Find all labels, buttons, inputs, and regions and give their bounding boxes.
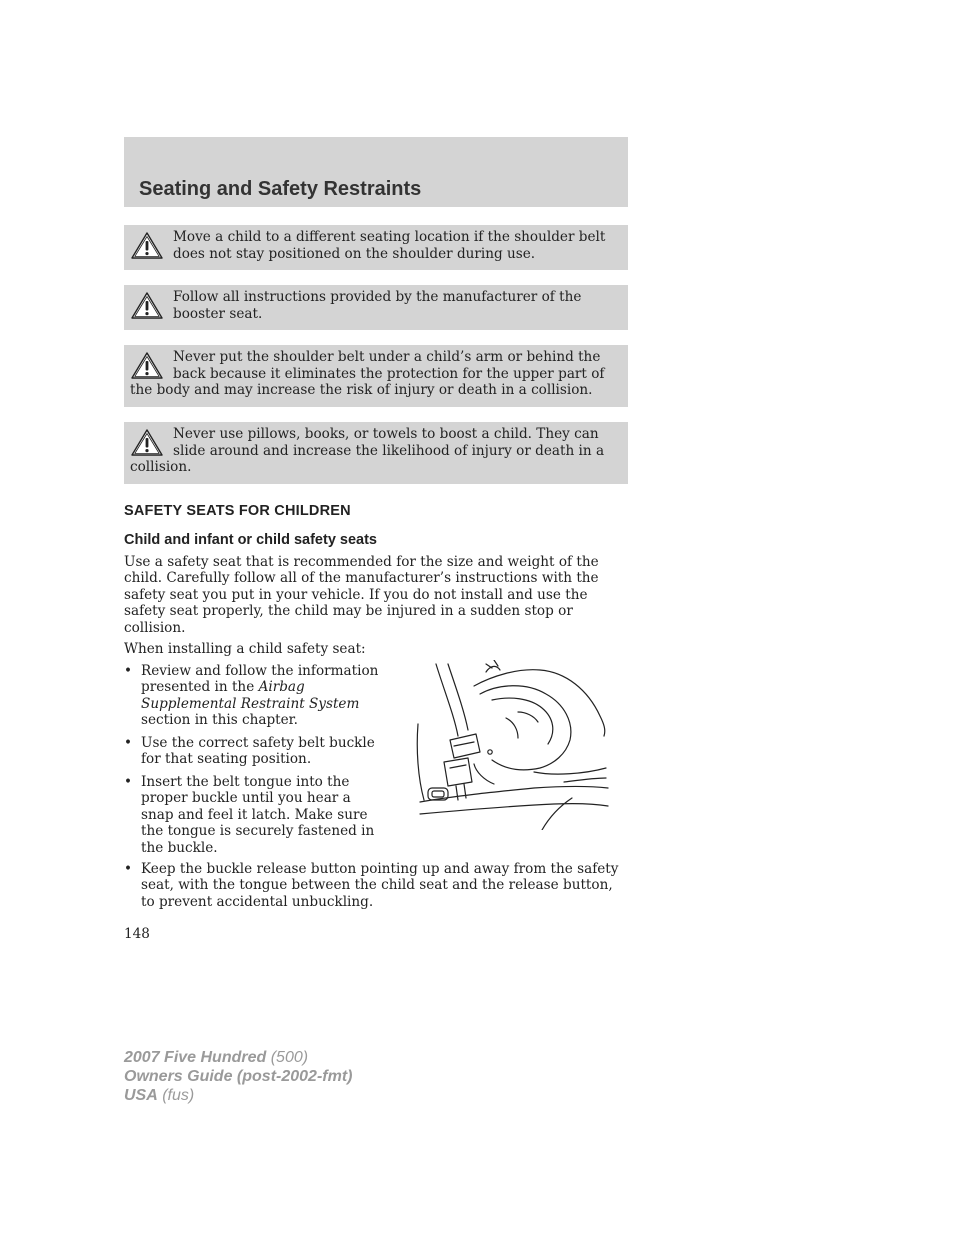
warning-text: Follow all instructions provided by the manufacturer of the booster seat. xyxy=(173,289,582,322)
cross-reference: Airbag Supplemental Restraint System xyxy=(141,679,360,712)
warning-box-booster-instructions xyxy=(124,285,628,330)
list-item-text: Insert the belt tongue into the proper buckle until you hear a snap and feel it latch. Make sure the tongue is securely fastened in the buckle. xyxy=(141,774,375,856)
body-paragraph: Use a safety seat that is recommended for the size and weight of the child. Carefully follow all of the manufacturer’s instructions with the safety seat you put in your vehicle. If you do not install and use the safety seat properly, the child may be injured in a sudden stop or collision. xyxy=(124,554,599,636)
bullet-dot: • xyxy=(124,663,133,679)
list-intro: When installing a child safety seat: xyxy=(124,641,366,657)
warning-text: Never use pillows, books, or towels to boost a child. They can slide around and increase the likelihood of injury or death in a collision. xyxy=(130,426,605,476)
page-title: Seating and Safety Restraints xyxy=(139,178,422,200)
footer-line-model: 2007 Five Hundred (500) xyxy=(124,1049,309,1066)
bullet-dot: • xyxy=(124,735,133,751)
list-item xyxy=(124,663,386,729)
list-item-text: Use the correct safety belt buckle for that seating position. xyxy=(141,735,375,768)
footer-line-market: USA (fus) xyxy=(124,1087,195,1104)
warning-triangle-icon xyxy=(130,291,164,321)
bullet-dot: • xyxy=(124,861,133,877)
list-item-text: Review and follow the information presented in the Airbag Supplemental Restraint System section in this chapter. xyxy=(141,663,379,729)
warning-box-no-pillows xyxy=(124,422,628,484)
page-number: 148 xyxy=(124,926,150,942)
warning-triangle-icon xyxy=(130,428,164,458)
section-heading: SAFETY SEATS FOR CHILDREN xyxy=(124,503,351,519)
section-header-band xyxy=(124,137,628,207)
warning-triangle-icon xyxy=(130,351,164,381)
warning-text: Never put the shoulder belt under a child’s arm or behind the back because it eliminates the protection for the upper part of the body and may increase the risk of injury or death in a collision. xyxy=(130,349,605,399)
bullet-dot: • xyxy=(124,774,133,790)
sub-heading: Child and infant or child safety seats xyxy=(124,532,377,548)
warning-text: Move a child to a different seating location if the shoulder belt does not stay positioned on the shoulder during use. xyxy=(173,229,606,262)
seat-buckle-illustration xyxy=(414,660,610,830)
list-item-text: Keep the buckle release button pointing up and away from the safety seat, with the tongue between the child seat and the release button, to prevent accidental unbuckling. xyxy=(141,861,619,910)
warning-triangle-icon xyxy=(130,231,164,261)
warning-box-belt-position xyxy=(124,345,628,407)
list-item xyxy=(124,861,628,910)
list-item xyxy=(124,774,386,856)
footer-line-guide: Owners Guide (post-2002-fmt) xyxy=(124,1068,353,1085)
warning-box-shoulder-belt xyxy=(124,225,628,270)
document-footer xyxy=(124,1048,352,1105)
list-item xyxy=(124,735,386,768)
